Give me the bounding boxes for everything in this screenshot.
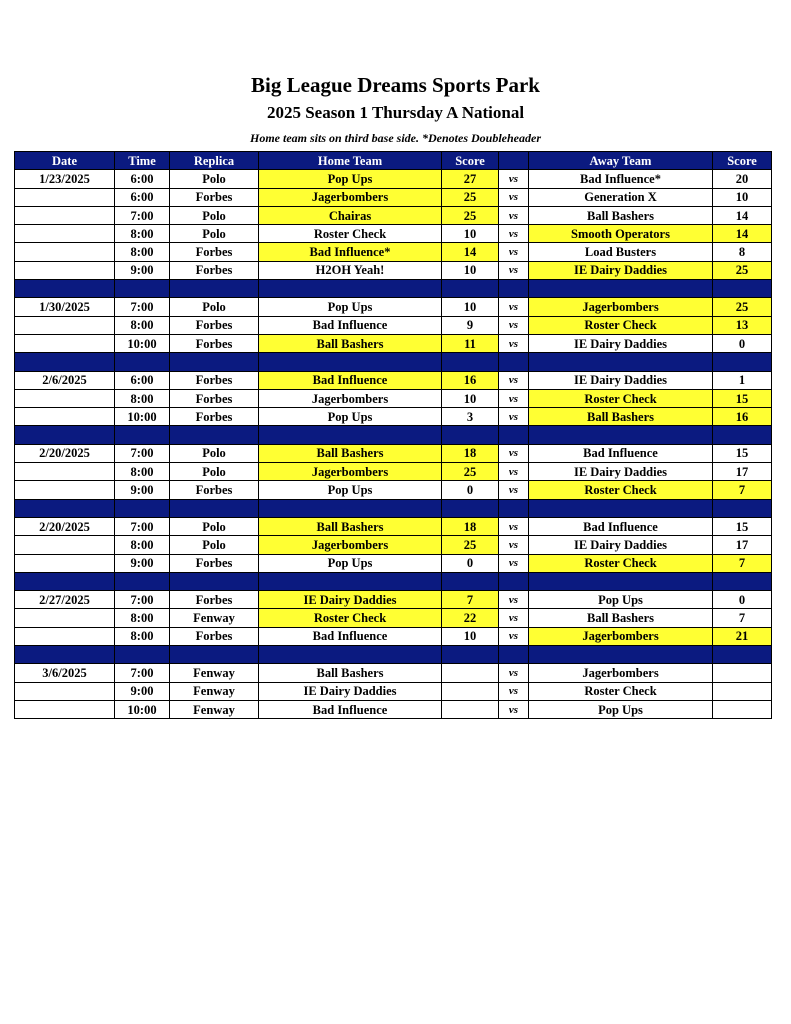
vs-label: vs (499, 444, 529, 462)
table-row (15, 371, 772, 389)
home-team: Pop Ups (259, 298, 442, 316)
away-score: 15 (713, 389, 772, 407)
away-team: Load Busters (529, 243, 713, 261)
table-row (15, 225, 772, 243)
home-score: 14 (442, 243, 499, 261)
away-score: 21 (713, 627, 772, 645)
game-date (15, 389, 115, 407)
away-team: Jagerbombers (529, 298, 713, 316)
home-score: 25 (442, 463, 499, 481)
away-score: 25 (713, 298, 772, 316)
separator-cell (259, 499, 442, 517)
game-date (15, 481, 115, 499)
away-score (713, 664, 772, 682)
col-date: Date (15, 152, 115, 170)
away-score: 17 (713, 463, 772, 481)
separator-cell (115, 572, 170, 590)
table-row (15, 188, 772, 206)
home-score: 9 (442, 316, 499, 334)
home-team: Pop Ups (259, 408, 442, 426)
separator-cell (259, 572, 442, 590)
home-score: 25 (442, 206, 499, 224)
game-replica: Forbes (170, 389, 259, 407)
away-score: 16 (713, 408, 772, 426)
separator-cell (529, 426, 713, 444)
col-replica: Replica (170, 152, 259, 170)
game-time: 7:00 (115, 298, 170, 316)
away-team: IE Dairy Daddies (529, 463, 713, 481)
game-date (15, 243, 115, 261)
vs-label: vs (499, 664, 529, 682)
home-score: 16 (442, 371, 499, 389)
away-score (713, 682, 772, 700)
home-score: 18 (442, 517, 499, 535)
separator-cell (115, 646, 170, 664)
home-team: Jagerbombers (259, 389, 442, 407)
game-date (15, 463, 115, 481)
away-team: Ball Bashers (529, 609, 713, 627)
game-time: 8:00 (115, 463, 170, 481)
separator-cell (529, 499, 713, 517)
game-replica: Forbes (170, 316, 259, 334)
table-row (15, 609, 772, 627)
vs-label: vs (499, 463, 529, 481)
game-replica: Forbes (170, 554, 259, 572)
schedule-table (14, 151, 772, 719)
separator-cell (442, 646, 499, 664)
home-score: 0 (442, 481, 499, 499)
separator-cell (713, 572, 772, 590)
away-score: 7 (713, 609, 772, 627)
vs-label: vs (499, 481, 529, 499)
game-replica: Fenway (170, 682, 259, 700)
separator-cell (170, 426, 259, 444)
away-score: 14 (713, 206, 772, 224)
game-replica: Polo (170, 517, 259, 535)
away-score: 15 (713, 517, 772, 535)
away-score: 13 (713, 316, 772, 334)
game-time: 8:00 (115, 316, 170, 334)
game-replica: Fenway (170, 609, 259, 627)
separator-cell (529, 646, 713, 664)
separator-cell (442, 499, 499, 517)
away-team: IE Dairy Daddies (529, 334, 713, 352)
separator-cell (115, 280, 170, 298)
vs-label: vs (499, 609, 529, 627)
game-replica: Forbes (170, 334, 259, 352)
separator-cell (499, 353, 529, 371)
game-replica: Polo (170, 298, 259, 316)
separator-cell (170, 646, 259, 664)
page-title: Big League Dreams Sports Park (251, 73, 540, 97)
away-score: 8 (713, 243, 772, 261)
home-team: Chairas (259, 206, 442, 224)
away-team: Bad Influence (529, 517, 713, 535)
separator-cell (15, 280, 115, 298)
header-row (15, 152, 772, 170)
vs-label: vs (499, 554, 529, 572)
home-team: Roster Check (259, 609, 442, 627)
away-score: 15 (713, 444, 772, 462)
vs-label: vs (499, 536, 529, 554)
separator-cell (499, 572, 529, 590)
home-score: 18 (442, 444, 499, 462)
separator-cell (529, 572, 713, 590)
game-time: 9:00 (115, 261, 170, 279)
vs-label: vs (499, 371, 529, 389)
away-team: Smooth Operators (529, 225, 713, 243)
separator-cell (713, 353, 772, 371)
separator-cell (115, 426, 170, 444)
separator-cell (15, 499, 115, 517)
separator-cell (259, 426, 442, 444)
separator-cell (115, 499, 170, 517)
game-replica: Polo (170, 170, 259, 188)
away-team: Roster Check (529, 389, 713, 407)
home-team: Jagerbombers (259, 536, 442, 554)
away-team: IE Dairy Daddies (529, 261, 713, 279)
separator-cell (713, 426, 772, 444)
col-home-score: Score (442, 152, 499, 170)
table-row (15, 316, 772, 334)
home-team: Bad Influence (259, 316, 442, 334)
away-team: Jagerbombers (529, 664, 713, 682)
separator-cell (259, 353, 442, 371)
game-replica: Forbes (170, 188, 259, 206)
table-row (15, 389, 772, 407)
table-row (15, 664, 772, 682)
table-row (15, 627, 772, 645)
separator-cell (499, 280, 529, 298)
game-time: 8:00 (115, 536, 170, 554)
vs-label: vs (499, 225, 529, 243)
away-team: Roster Check (529, 481, 713, 499)
game-time: 8:00 (115, 243, 170, 261)
away-team: Pop Ups (529, 591, 713, 609)
separator-cell (713, 646, 772, 664)
home-score: 10 (442, 389, 499, 407)
separator-cell (170, 280, 259, 298)
home-team: Ball Bashers (259, 444, 442, 462)
game-time: 8:00 (115, 389, 170, 407)
separator-cell (259, 646, 442, 664)
home-team: Pop Ups (259, 170, 442, 188)
game-replica: Forbes (170, 408, 259, 426)
game-time: 10:00 (115, 334, 170, 352)
game-date: 2/27/2025 (15, 591, 115, 609)
away-team: IE Dairy Daddies (529, 536, 713, 554)
home-score: 10 (442, 261, 499, 279)
game-date (15, 188, 115, 206)
home-score (442, 700, 499, 718)
week-separator (15, 572, 772, 590)
game-replica: Forbes (170, 261, 259, 279)
week-separator (15, 646, 772, 664)
home-score: 22 (442, 609, 499, 627)
game-date: 2/6/2025 (15, 371, 115, 389)
separator-cell (170, 499, 259, 517)
home-team: Bad Influence* (259, 243, 442, 261)
game-time: 7:00 (115, 591, 170, 609)
game-replica: Forbes (170, 627, 259, 645)
away-team: Roster Check (529, 554, 713, 572)
separator-cell (115, 353, 170, 371)
separator-cell (529, 280, 713, 298)
game-time: 7:00 (115, 517, 170, 535)
away-team: Ball Bashers (529, 206, 713, 224)
vs-label: vs (499, 316, 529, 334)
game-date (15, 316, 115, 334)
home-score: 25 (442, 188, 499, 206)
game-date: 3/6/2025 (15, 664, 115, 682)
vs-label: vs (499, 682, 529, 700)
col-home-team: Home Team (259, 152, 442, 170)
vs-label: vs (499, 627, 529, 645)
table-row (15, 536, 772, 554)
home-team: Ball Bashers (259, 334, 442, 352)
separator-cell (442, 572, 499, 590)
game-replica: Polo (170, 444, 259, 462)
away-score: 0 (713, 334, 772, 352)
game-replica: Forbes (170, 371, 259, 389)
separator-cell (259, 280, 442, 298)
game-time: 8:00 (115, 627, 170, 645)
table-row (15, 298, 772, 316)
separator-cell (499, 426, 529, 444)
separator-cell (170, 572, 259, 590)
table-row (15, 444, 772, 462)
home-team: Jagerbombers (259, 463, 442, 481)
away-score: 7 (713, 481, 772, 499)
table-row (15, 408, 772, 426)
separator-cell (15, 426, 115, 444)
table-row (15, 682, 772, 700)
game-replica: Polo (170, 206, 259, 224)
table-row (15, 170, 772, 188)
table-row (15, 481, 772, 499)
home-score: 10 (442, 225, 499, 243)
away-team: Roster Check (529, 316, 713, 334)
game-date (15, 408, 115, 426)
away-team: Jagerbombers (529, 627, 713, 645)
game-replica: Fenway (170, 664, 259, 682)
separator-cell (15, 353, 115, 371)
table-row (15, 206, 772, 224)
home-team: Jagerbombers (259, 188, 442, 206)
separator-cell (499, 646, 529, 664)
game-date (15, 206, 115, 224)
table-row (15, 261, 772, 279)
game-time: 9:00 (115, 481, 170, 499)
away-team: Ball Bashers (529, 408, 713, 426)
game-time: 10:00 (115, 700, 170, 718)
home-team: Bad Influence (259, 371, 442, 389)
away-score: 14 (713, 225, 772, 243)
vs-label: vs (499, 517, 529, 535)
page-note: Home team sits on third base side. *Denotes Doubleheader (250, 131, 541, 145)
vs-label: vs (499, 334, 529, 352)
table-row (15, 243, 772, 261)
game-time: 8:00 (115, 225, 170, 243)
vs-label: vs (499, 188, 529, 206)
home-team: Pop Ups (259, 481, 442, 499)
game-time: 6:00 (115, 371, 170, 389)
col-vs (499, 152, 529, 170)
vs-label: vs (499, 591, 529, 609)
home-score (442, 682, 499, 700)
game-time: 6:00 (115, 170, 170, 188)
away-team: Generation X (529, 188, 713, 206)
separator-cell (529, 353, 713, 371)
game-date (15, 225, 115, 243)
game-time: 7:00 (115, 664, 170, 682)
game-replica: Polo (170, 536, 259, 554)
col-away-team: Away Team (529, 152, 713, 170)
table-row (15, 591, 772, 609)
home-team: Bad Influence (259, 700, 442, 718)
vs-label: vs (499, 206, 529, 224)
table-row (15, 334, 772, 352)
schedule-body (15, 170, 772, 719)
page-subtitle: 2025 Season 1 Thursday A National (266, 103, 525, 122)
table-row (15, 463, 772, 481)
game-replica: Forbes (170, 481, 259, 499)
away-team: Pop Ups (529, 700, 713, 718)
away-score (713, 700, 772, 718)
game-replica: Forbes (170, 243, 259, 261)
home-score: 27 (442, 170, 499, 188)
game-time: 9:00 (115, 554, 170, 572)
game-date (15, 609, 115, 627)
away-score: 7 (713, 554, 772, 572)
game-date: 1/23/2025 (15, 170, 115, 188)
game-date (15, 536, 115, 554)
away-team: Bad Influence (529, 444, 713, 462)
home-team: Ball Bashers (259, 664, 442, 682)
vs-label: vs (499, 408, 529, 426)
separator-cell (713, 499, 772, 517)
away-score: 17 (713, 536, 772, 554)
away-score: 10 (713, 188, 772, 206)
week-separator (15, 426, 772, 444)
table-row (15, 554, 772, 572)
home-score: 0 (442, 554, 499, 572)
game-replica: Polo (170, 463, 259, 481)
game-time: 8:00 (115, 609, 170, 627)
game-time: 6:00 (115, 188, 170, 206)
game-date (15, 334, 115, 352)
game-date (15, 554, 115, 572)
home-team: Bad Influence (259, 627, 442, 645)
week-separator (15, 280, 772, 298)
game-replica: Forbes (170, 591, 259, 609)
away-team: IE Dairy Daddies (529, 371, 713, 389)
vs-label: vs (499, 389, 529, 407)
vs-label: vs (499, 243, 529, 261)
away-score: 1 (713, 371, 772, 389)
table-row (15, 517, 772, 535)
separator-cell (442, 280, 499, 298)
home-team: IE Dairy Daddies (259, 682, 442, 700)
vs-label: vs (499, 298, 529, 316)
home-score: 10 (442, 298, 499, 316)
home-team: Pop Ups (259, 554, 442, 572)
away-score: 20 (713, 170, 772, 188)
game-time: 9:00 (115, 682, 170, 700)
game-time: 7:00 (115, 206, 170, 224)
game-time: 10:00 (115, 408, 170, 426)
vs-label: vs (499, 700, 529, 718)
home-score: 11 (442, 334, 499, 352)
game-replica: Fenway (170, 700, 259, 718)
week-separator (15, 499, 772, 517)
home-team: Roster Check (259, 225, 442, 243)
separator-cell (499, 499, 529, 517)
game-replica: Polo (170, 225, 259, 243)
vs-label: vs (499, 261, 529, 279)
home-team: H2OH Yeah! (259, 261, 442, 279)
away-score: 25 (713, 261, 772, 279)
col-away-score: Score (713, 152, 772, 170)
separator-cell (170, 353, 259, 371)
vs-label: vs (499, 170, 529, 188)
away-score: 0 (713, 591, 772, 609)
home-score: 25 (442, 536, 499, 554)
game-date: 2/20/2025 (15, 444, 115, 462)
game-time: 7:00 (115, 444, 170, 462)
table-row (15, 700, 772, 718)
separator-cell (15, 572, 115, 590)
game-date (15, 261, 115, 279)
game-date (15, 682, 115, 700)
home-score: 7 (442, 591, 499, 609)
game-date: 2/20/2025 (15, 517, 115, 535)
game-date: 1/30/2025 (15, 298, 115, 316)
home-team: IE Dairy Daddies (259, 591, 442, 609)
home-score (442, 664, 499, 682)
week-separator (15, 353, 772, 371)
game-date (15, 627, 115, 645)
away-team: Bad Influence* (529, 170, 713, 188)
home-team: Ball Bashers (259, 517, 442, 535)
separator-cell (442, 426, 499, 444)
col-time: Time (115, 152, 170, 170)
home-score: 10 (442, 627, 499, 645)
separator-cell (713, 280, 772, 298)
home-score: 3 (442, 408, 499, 426)
separator-cell (15, 646, 115, 664)
away-team: Roster Check (529, 682, 713, 700)
game-date (15, 700, 115, 718)
separator-cell (442, 353, 499, 371)
